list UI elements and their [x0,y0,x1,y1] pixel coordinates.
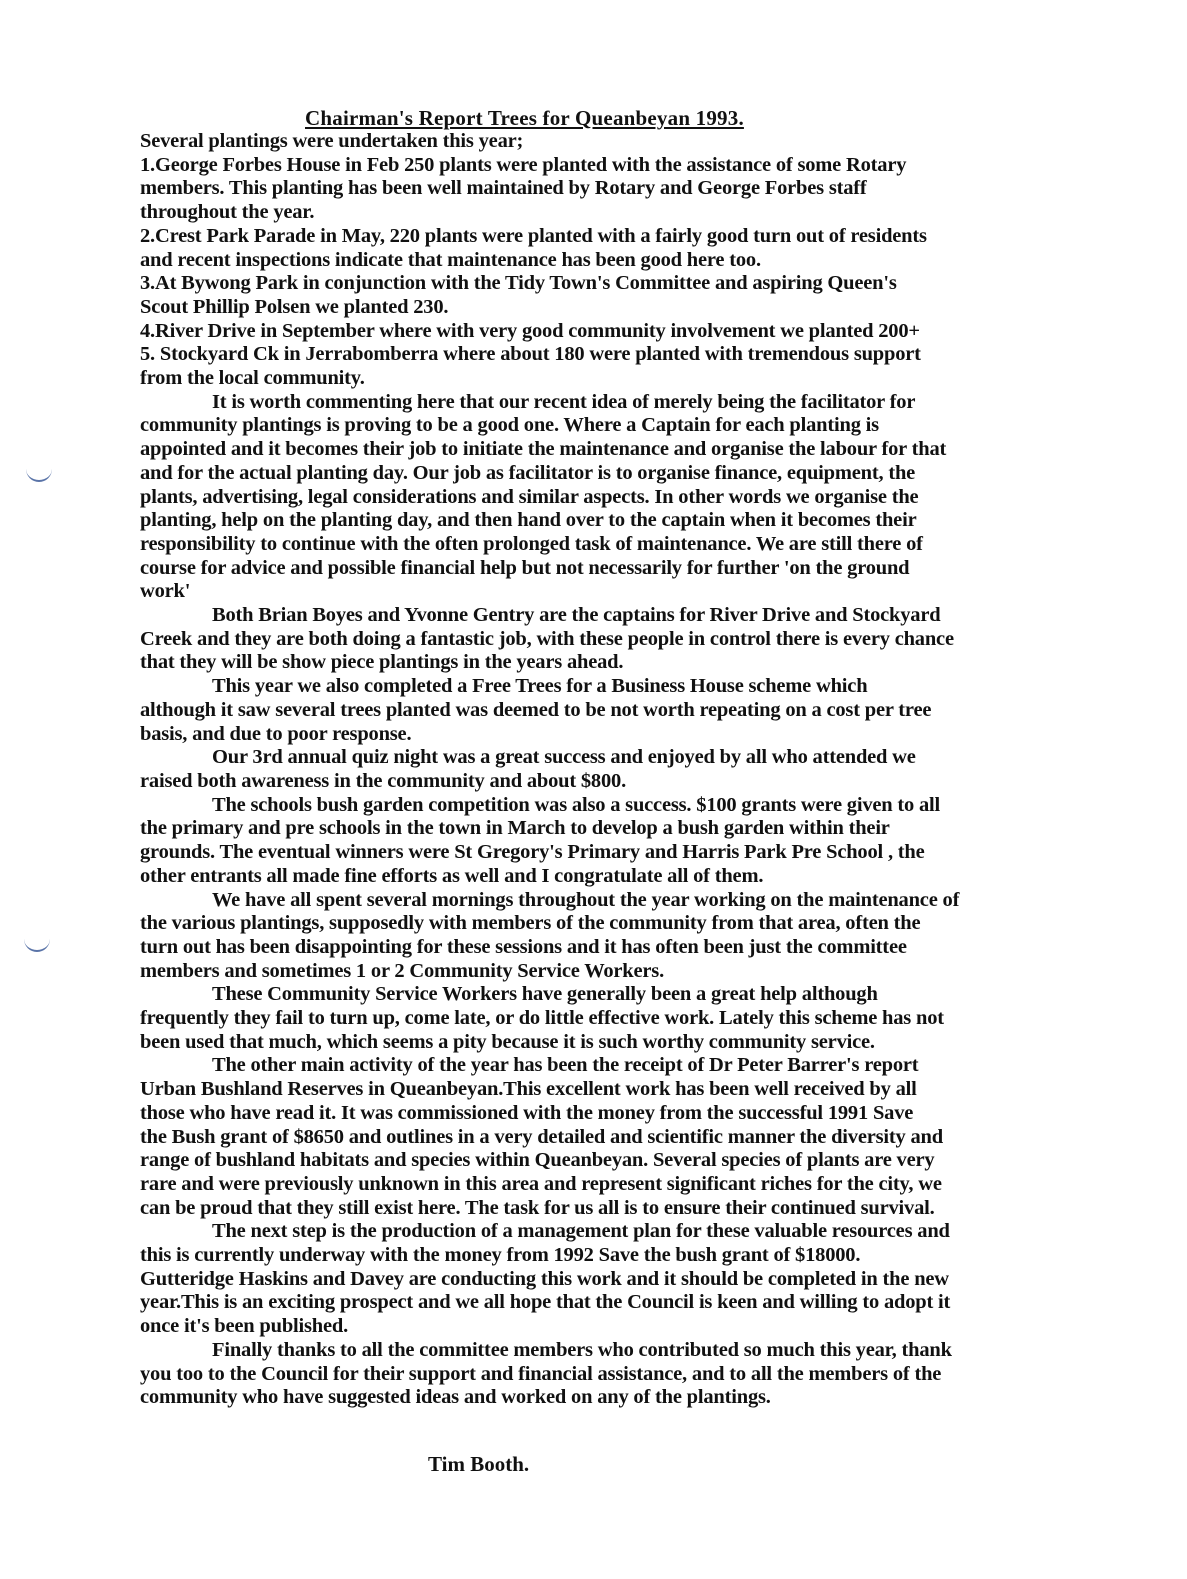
report-line: work' [140,580,191,603]
report-line: Gutteridge Haskins and Davey are conducting this work and it should be completed in the new [140,1267,949,1290]
report-line: course for advice and possible financial help but not necessarily for further 'on the ground [140,556,910,579]
report-line: community who have suggested ideas and worked on any of the plantings. [140,1386,771,1409]
report-line: The other main activity of the year has been the receipt of Dr Peter Barrer's report [212,1054,919,1077]
report-line: Our 3rd annual quiz night was a great success and enjoyed by all who attended we [212,746,916,769]
report-line: although it saw several trees planted was deemed to be not worth repeating on a cost per tree [140,698,932,721]
report-line: raised both awareness in the community and about $800. [140,769,626,792]
report-line: 2.Crest Park Parade in May, 220 plants were planted with a fairly good turn out of residents [140,224,927,247]
report-line: and recent inspections indicate that maintenance has been good here too. [140,248,761,271]
report-line: responsibility to continue with the often prolonged task of maintenance. We are still there of [140,532,923,555]
report-line: This year we also completed a Free Trees for a Business House scheme which [212,675,868,698]
report-body [140,130,1052,1410]
report-line: These Community Service Workers have generally been a great help although [212,983,878,1006]
report-line: can be proud that they still exist here. The task for us all is to ensure their continued survival. [140,1196,935,1219]
report-line: It is worth commenting here that our recent idea of merely being the facilitator for [212,390,916,413]
report-line: been used that much, which seems a pity because it is such worthy community service. [140,1030,875,1053]
report-line: 5. Stockyard Ck in Jerrabomberra where about 180 were planted with tremendous support [140,343,921,366]
report-line: community plantings is proving to be a good one. Where a Captain for each planting is [140,414,879,437]
report-line: you too to the Council for their support and financial assistance, and to all the members of the [140,1362,942,1385]
report-line: We have all spent several mornings throughout the year working on the maintenance of [212,888,960,911]
report-line: 1.George Forbes House in Feb 250 plants were planted with the assistance of some Rotary [140,153,907,176]
report-line: throughout the year. [140,201,315,224]
document-title: Chairman's Report Trees for Queanbeyan 1993. [305,106,744,130]
report-line: Creek and they are both doing a fantastic job, with these people in control there is every chance [140,627,954,650]
report-line: Urban Bushland Reserves in Queanbeyan.This excellent work has been well received by all [140,1078,917,1101]
report-line: from the local community. [140,367,365,390]
report-line: and for the actual planting day. Our job as facilitator is to organise finance, equipment, the [140,461,916,484]
report-line: the Bush grant of $8650 and outlines in a very detailed and scientific manner the diversity and [140,1125,943,1148]
report-line: 3.At Bywong Park in conjunction with the Tidy Town's Committee and aspiring Queen's [140,272,897,295]
report-line: members. This planting has been well maintained by Rotary and George Forbes staff [140,177,867,200]
report-line: frequently they fail to turn up, come late, or do little effective work. Lately this scheme has not [140,1007,944,1030]
signature: Tim Booth. [428,1452,530,1476]
report-line: The next step is the production of a management plan for these valuable resources and [212,1220,950,1243]
report-line: Several plantings were undertaken this year; [140,130,524,152]
report-line: the various plantings, supposedly with members of the community from that area, often the [140,912,921,935]
report-line: grounds. The eventual winners were St Gregory's Primary and Harris Park Pre School , the [140,841,925,864]
punch-hole-mark [26,460,52,482]
report-line: plants, advertising, legal considerations and similar aspects. In other words we organise the [140,485,919,508]
report-line: rare and were previously unknown in this area and represent significant riches for the city, we [140,1172,942,1195]
report-line: other entrants all made fine efforts as well and I congratulate all of them. [140,864,764,887]
report-line: The schools bush garden competition was also a success. $100 grants were given to all [212,793,941,816]
report-line: 4.River Drive in September where with very good community involvement we planted 200+ [140,319,920,342]
report-line: range of bushland habitats and species within Queanbeyan. Several species of plants are very [140,1149,935,1172]
report-line: those who have read it. It was commissioned with the money from the successful 1991 Save [140,1101,914,1124]
report-line: basis, and due to poor response. [140,722,412,745]
report-line: that they will be show piece plantings in the years ahead. [140,651,624,674]
report-line: this is currently underway with the money from 1992 Save the bush grant of $18000. [140,1244,861,1267]
report-line: Both Brian Boyes and Yvonne Gentry are the captains for River Drive and Stockyard [212,604,941,627]
report-line: turn out has been disappointing for these sessions and it has often been just the committee [140,935,907,958]
punch-hole-mark [24,930,50,952]
report-line: members and sometimes 1 or 2 Community Service Workers. [140,959,665,982]
report-line: year.This is an exciting prospect and we all hope that the Council is keen and willing to adopt it [140,1291,951,1314]
report-line: Scout Phillip Polsen we planted 230. [140,295,449,318]
report-line: the primary and pre schools in the town in March to develop a bush garden within their [140,817,890,840]
report-line: once it's been published. [140,1315,349,1338]
report-line: planting, help on the planting day, and then hand over to the captain when it becomes their [140,509,917,532]
report-line: Finally thanks to all the committee members who contributed so much this year, thank [212,1338,952,1361]
report-line: appointed and it becomes their job to initiate the maintenance and organise the labour for that [140,438,947,461]
